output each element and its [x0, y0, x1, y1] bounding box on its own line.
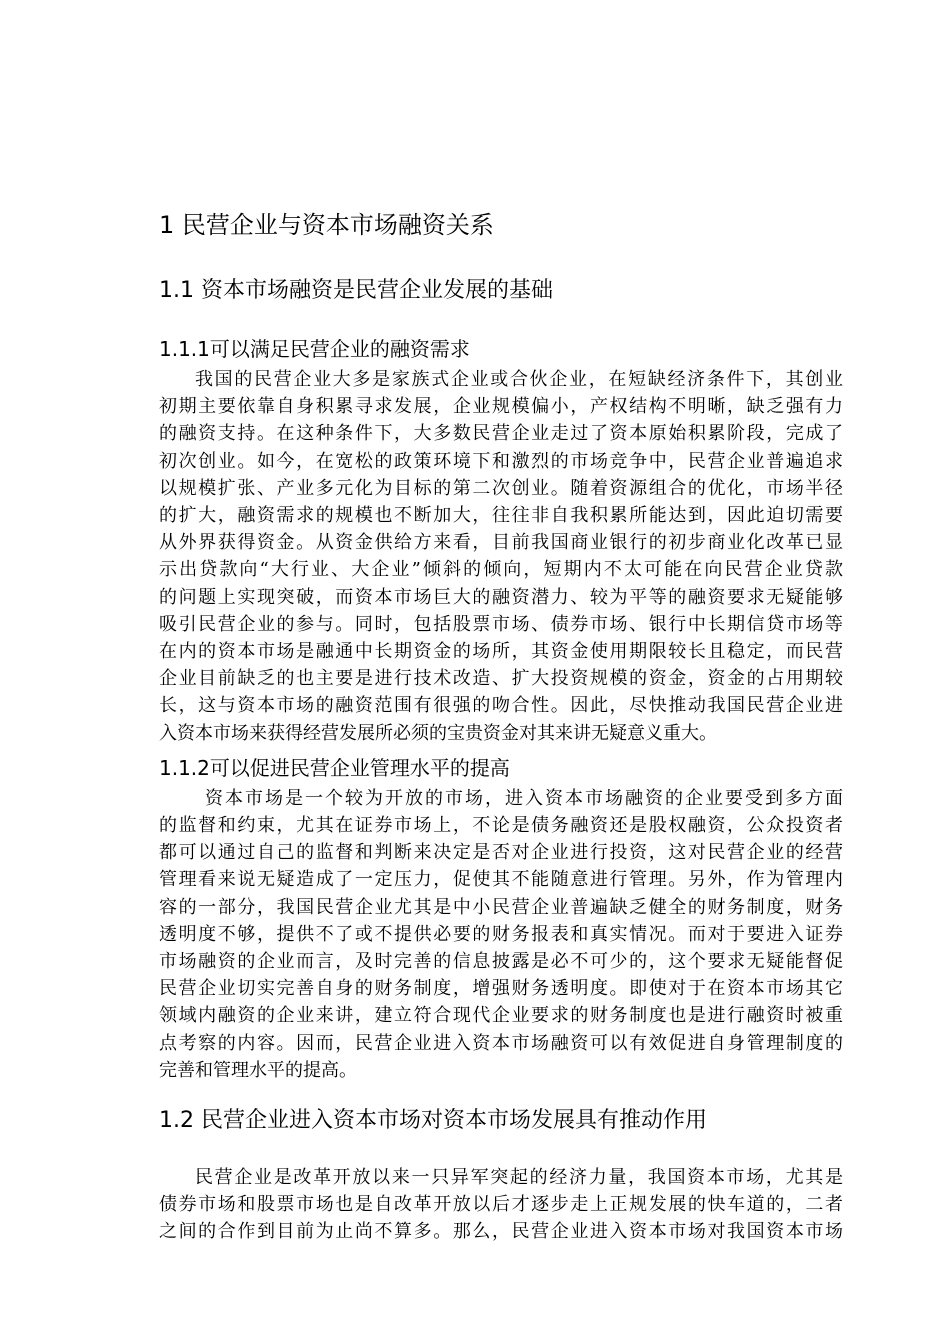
document-body — [159, 206, 843, 1246]
paragraph-2 — [159, 785, 843, 1084]
paragraph-line: 领域内融资的企业来讲，建立符合现代企业要求的财务制度也是进行融资时被重 — [159, 1005, 843, 1027]
section-heading-1-2: 1.2 民营企业进入资本市场对资本市场发展具有推动作用 — [159, 1108, 707, 1134]
paragraph-line: 民营企业是改革开放以来一只异军突起的经济力量，我国资本市场，尤其是 — [195, 1167, 843, 1189]
paragraph-line: 入资本市场来获得经营发展所必须的宝贵资金对其来讲无疑意义重大。 — [159, 722, 717, 744]
paragraph-line: 的扩大，融资需求的规模也不断加大，往往非自我积累所能达到，因此迫切需要 — [159, 505, 843, 527]
paragraph-line: 以规模扩张、产业多元化为目标的第二次创业。随着资源组合的优化，市场半径 — [159, 477, 843, 499]
paragraph-line: 的监督和约束，尤其在证券市场上，不论是债务融资还是股权融资，公众投资者 — [159, 815, 843, 837]
paragraph-line: 企业目前缺乏的也主要是进行技术改造、扩大投资规模的资金，资金的占用期较 — [159, 668, 843, 690]
paragraph-line: 透明度不够，提供不了或不提供必要的财务报表和真实情况。而对于要进入证券 — [159, 923, 843, 945]
paragraph-line: 都可以通过自己的监督和判断来决定是否对企业进行投资，这对民营企业的经营 — [159, 842, 843, 864]
paragraph-line: 在内的资本市场是融通中长期资金的场所，其资金使用期限较长且稳定，而民营 — [159, 641, 843, 663]
paragraph-line: 的融资支持。在这种条件下，大多数民营企业走过了资本原始积累阶段，完成了 — [159, 423, 843, 445]
paragraph-line: 吸引民营企业的参与。同时，包括股票市场、债券市场、银行中长期信贷市场等 — [159, 613, 843, 635]
paragraph-line: 债券市场和股票市场也是自改革开放以后才逐步走上正规发展的快车道的，二者 — [159, 1194, 843, 1216]
subsection-heading-1-1-2: 1.1.2可以促进民营企业管理水平的提高 — [159, 755, 510, 780]
paragraph-line: 完善和管理水平的提高。 — [159, 1059, 357, 1081]
paragraph-line: 长，这与资本市场的融资范围有很强的吻合性。因此，尽快推动我国民营企业进 — [159, 695, 843, 717]
paragraph-line: 的问题上实现突破，而资本市场巨大的融资潜力、较为平等的融资要求无疑能够 — [159, 586, 843, 608]
paragraph-line: 民营企业切实完善自身的财务制度，增强财务透明度。即使对于在资本市场其它 — [159, 978, 843, 1000]
paragraph-line: 容的一部分，我国民营企业尤其是中小民营企业普遍缺乏健全的财务制度，财务 — [159, 896, 843, 918]
subsection-heading-1-1-1: 1.1.1可以满足民营企业的融资需求 — [159, 337, 470, 361]
paragraph-3 — [159, 1164, 843, 1246]
paragraph-line: 之间的合作到目前为止尚不算多。那么，民营企业进入资本市场对我国资本市场 — [159, 1221, 843, 1243]
paragraph-line: 市场融资的企业而言，及时完善的信息披露是必不可少的，这个要求无疑能督促 — [159, 951, 843, 973]
paragraph-line: 点考察的内容。因而，民营企业进入资本市场融资可以有效促进自身管理制度的 — [159, 1032, 843, 1054]
paragraph-line: 从外界获得资金。从资金供给方来看，目前我国商业银行的初步商业化改革已显 — [159, 532, 843, 554]
paragraph-line: 初期主要依靠自身积累寻求发展，企业规模偏小，产权结构不明晰，缺乏强有力 — [159, 396, 843, 418]
paragraph-line: 管理看来说无疑造成了一定压力，促使其不能随意进行管理。另外，作为管理内 — [159, 869, 843, 891]
paragraph-line: 示出贷款向“大行业、大企业”倾斜的倾向，短期内不太可能在向民营企业贷款 — [159, 559, 843, 581]
section-heading-1-1: 1.1 资本市场融资是民营企业发展的基础 — [159, 278, 553, 303]
paragraph-line: 资本市场是一个较为开放的市场，进入资本市场融资的企业要受到多方面 — [205, 787, 843, 809]
paragraph-line: 初次创业。如今，在宽松的政策环境下和激烈的市场竞争中，民营企业普遍追求 — [159, 450, 843, 472]
paragraph-line: 我国的民营企业大多是家族式企业或合伙企业，在短缺经济条件下，其创业 — [195, 369, 843, 390]
chapter-heading: 1 民营企业与资本市场融资关系 — [159, 211, 494, 239]
paragraph-1 — [159, 366, 843, 747]
